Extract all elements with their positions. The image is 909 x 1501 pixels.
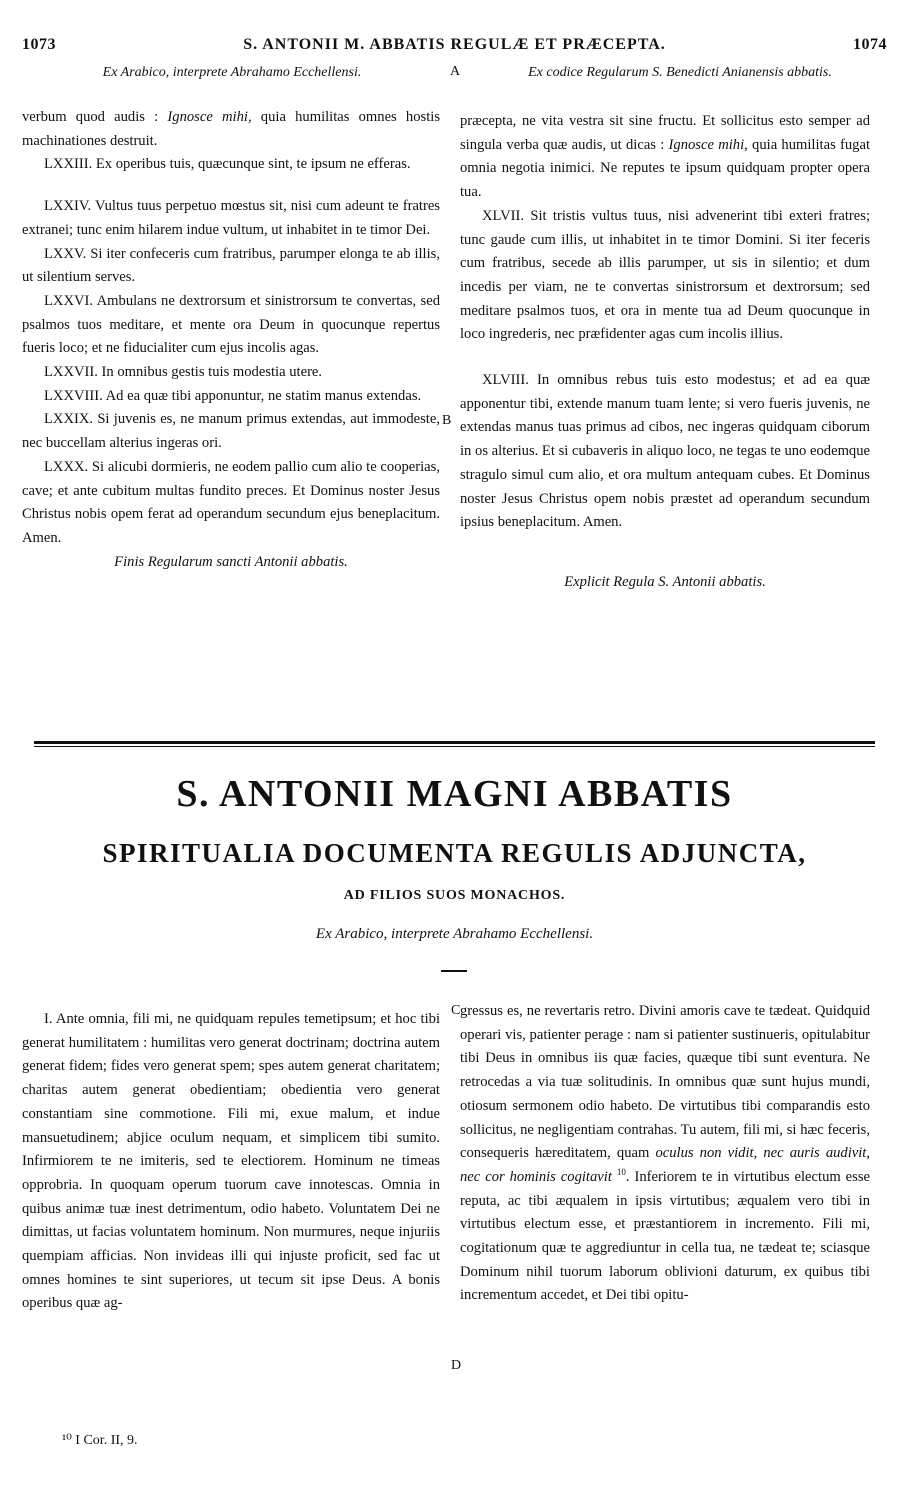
paragraph: LXXVII. In omnibus gestis tuis modestia utere.: [44, 364, 323, 381]
section-title: S. ANTONII MAGNI ABBATIS: [176, 773, 733, 815]
short-divider: [441, 970, 467, 972]
paragraph: LXXX. Si alicubi dormieris, ne eodem pallio cum alio te cooperias, cave; et ante cubitum multas fundito preces. Et Dominus noster Jesus Christus nobis opem ferat ad operandum secundum ejus beneplacitum. Amen.: [22, 458, 440, 546]
paragraph: verbum quod audis : Ignosce mihi, quia humilitas omnes hostis machinationes destruit.: [22, 109, 440, 149]
section-source: Ex Arabico, interprete Abrahamo Ecchellensi.: [315, 926, 594, 942]
column-top-left: [22, 106, 440, 574]
margin-marker-d: D: [451, 1358, 462, 1373]
running-title: S. ANTONII M. ABBATIS REGULÆ ET PRÆCEPTA.: [243, 36, 666, 53]
paragraph: LXXIX. Si juvenis es, ne manum primus extendas, aut immodeste, nec buccellam alterius ingeras ori.: [22, 411, 440, 452]
column-bottom-right: [460, 1000, 870, 1308]
paragraph: LXXIV. Vultus tuus perpetuo mœstus sit, nisi cum adeunt te fratres extranei; tunc enim hilarem indue vultum, ut inhabitet in te timor Dei.: [22, 198, 440, 238]
page-number-left: 1073: [22, 36, 56, 53]
source-right: Ex codice Regularum S. Benedicti Anianensis abbatis.: [528, 65, 832, 80]
paragraph: I. Ante omnia, fili mi, ne quidquam repules temetipsum; et hoc tibi generat humilitatem : humilitas vero generat doctrinam; doctrina autem generat fidem; fides vero generat spem; spes autem generat charitatem; charitas autem generat obedientiam; obedientia vero generat constantiam sine commotione. Fili mi, exue malum, et indue mansuetudinem; abjice oculum nequam, et simplicem tibi sumito. Infirmiorem te ne imiteris, sed te electiorem. Hominum ne timeas opprobria. In quoquam operum tuorum cave innotescas. Omnia in quibus animæ tuæ inest detrimentum, odio habeto. Voluntatem Dei ne dimittas, ut facias voluntatem hominum. Non murmures, neque injuriis quempiam afficias. Non invideas illi qui injuste proficit, sed fac ut omnes homines te sint superiores, ut tecum sit ipse Deus. A bonis operibus quæ ag-: [22, 1011, 440, 1312]
divider-rule: [34, 741, 875, 744]
closing-line-left: Finis Regularum sancti Antonii abbatis.: [114, 553, 348, 570]
footnote: ¹⁰ I Cor. II, 9.: [62, 1433, 138, 1448]
closing-line-right: Explicit Regula S. Antonii abbatis.: [564, 573, 766, 590]
column-top-right: [460, 110, 870, 595]
page-number-right: 1074: [853, 36, 887, 53]
section-subtitle: SPIRITUALIA DOCUMENTA REGULIS ADJUNCTA,: [102, 838, 807, 868]
section-addressee: AD FILIOS SUOS MONACHOS.: [343, 888, 566, 903]
paragraph: XLVIII. In omnibus rebus tuis esto modestus; et ad ea quæ apponentur tibi, extende manum tuam lente; si vero fueris juvenis, ne extendas manus tuas primus ad cibos, nec ingeras quidquam ciborum in os alterius. Et si cubaveris in aliquo loco, ne tegas te uno eodemque stragulo simul cum alio, et ora multum antequam cubes. Et Dominus noster Jesus Christus opem nobis præstet ad operandum secundum ipsius beneplacitum. Amen.: [460, 372, 870, 531]
running-head: [22, 36, 887, 58]
source-left: Ex Arabico, interprete Abrahamo Ecchellensi.: [102, 65, 362, 80]
margin-marker-b: B: [442, 413, 452, 428]
paragraph: XLVII. Sit tristis vultus tuus, nisi advenerint tibi exteri fratres; tunc gaude cum illis, ut inhabitet in te timor Domini. Si iter feceris cum fratribus, secede ab illis parumper, ut sis in silentio; et dum incedis per viam, ne te convertas sinistrorsum et dextrorsum; sed meditare psalmos tuos, et ora in mente tua ad Deum quocunque in loco ingrederis, nec præfidenter agas cum incolis illius.: [460, 207, 870, 343]
paragraph: gressus es, ne revertaris retro. Divini amoris cave te tædeat. Quidquid operari vis, patienter perage : nam si patienter sustinueris, opitulabitur tibi Deus in omnibus iis quæ facies, quæque tibi sunt eventura. Ne retrocedas a via tuæ solitudinis. In omnibus quæ sunt hujus mundi, otiosum sermonem odio habeto. De virtutibus tibi comparandis esto sollicitus, ne negligentiam contrahas. Tu autem, fili mi, si hæc feceris, consequeris hæreditatem, quam oculus non vidit, nec auris audivit, nec cor hominis cogitavit $^{10}$. Inferiorem te in virtutibus electum esse reputa, ac tibi æqualem in ipsis virtutibus; æqualem vero tibi in virtutibus electum esse, et præstantiorem in incremento. Fili mi, cogitationum quæ te aggrediuntur in cella tua, ne tædeat te; sciasque Dominum nihil tuorum laborum oblivioni daturum, ex quibus tibi incrementum accedet, et Dei tibi opitu-: [460, 1003, 871, 1304]
source-notes: [22, 64, 887, 104]
paragraph: LXXVIII. Ad ea quæ tibi apponuntur, ne statim manus extendas.: [44, 387, 422, 404]
divider-rule: [34, 746, 875, 747]
paragraph: LXXV. Si iter confeceris cum fratribus, parumper elonga te ab illis, ut silentium serves.: [22, 245, 440, 286]
paragraph: LXXIII. Ex operibus tuis, quæcunque sint, te ipsum ne efferas.: [44, 156, 411, 173]
margin-marker-c: C: [451, 1003, 461, 1018]
paragraph: LXXVI. Ambulans ne dextrorsum et sinistrorsum te convertas, sed psalmos tuos meditare, et mente ora Deum in quocunque repertus fueris loco; et ne fiducialiter cum ejus incolis agas.: [22, 292, 440, 357]
paragraph: præcepta, ne vita vestra sit sine fructu. Et sollicitus esto semper ad singula verba quæ audis, ut dicas : Ignosce mihi, quia humilitas fugat omnia negotia inimici. Ne reputes te ipsum quidquam propter opera tua.: [460, 113, 870, 201]
column-bottom-left: [22, 1008, 440, 1316]
margin-marker-a: A: [450, 64, 461, 79]
